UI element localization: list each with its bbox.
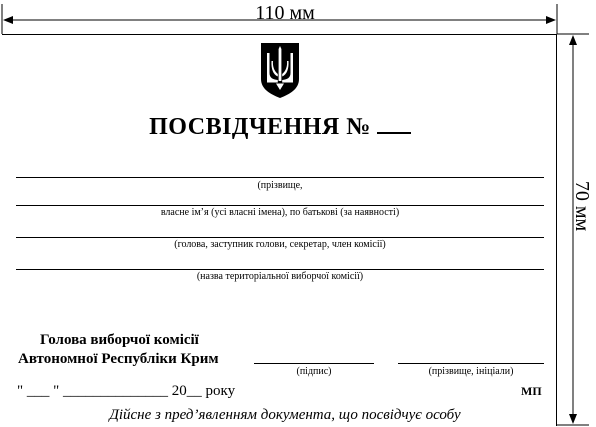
title-text: ПОСВІДЧЕННЯ № [149, 114, 371, 140]
issue-date-line: " ___ " ______________ 20__ року [17, 383, 236, 399]
height-dimension-label: 70 мм [571, 180, 593, 232]
given-names-caption: власне ім’я (усі власні імена), по батькові (за наявності) [160, 207, 400, 218]
commission-caption: (назва територіальної виборчої комісії) [196, 271, 364, 282]
commission-line [16, 269, 544, 270]
position-line-1: Голова виборчої комісії [40, 332, 199, 348]
signatory-position [18, 331, 243, 369]
role-caption: (голова, заступник голови, секретар, член комісії) [174, 239, 386, 250]
number-blank [377, 112, 411, 134]
stamp-label: МП [521, 384, 542, 398]
given-names-line [16, 205, 544, 206]
role-line [16, 237, 544, 238]
signature-line [254, 363, 374, 364]
name-initials-caption: (прізвище, ініціали) [428, 366, 514, 377]
position-line-2: Автономної Республіки Крим [18, 351, 219, 367]
trident-coat-of-arms-icon [259, 41, 301, 99]
surname-caption: (прізвище, [257, 180, 303, 191]
width-dimension-label: 110 мм [255, 2, 315, 24]
surname-line [16, 177, 544, 178]
document-title [120, 112, 440, 142]
name-initials-line [398, 363, 544, 364]
signature-caption: (підпис) [296, 366, 332, 377]
validity-note: Дійсне з пред’явленням документа, що посвідчує особу [109, 407, 461, 423]
